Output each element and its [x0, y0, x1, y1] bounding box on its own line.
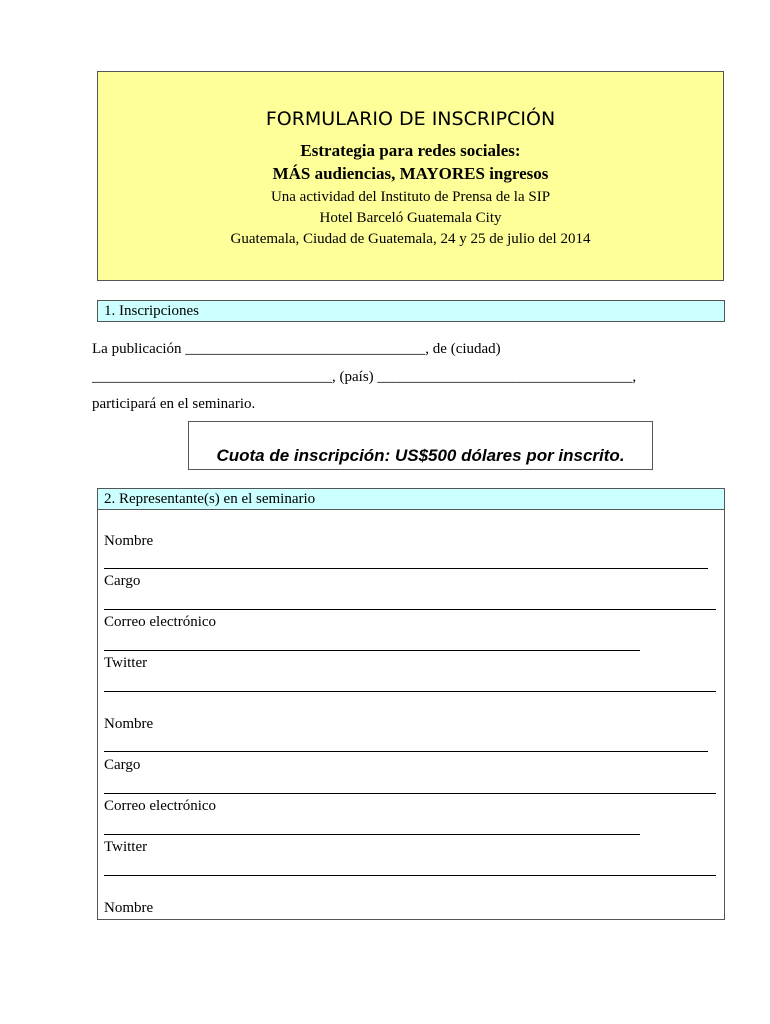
- name-label: Nombre: [104, 716, 154, 732]
- twitter-label: Twitter: [104, 839, 148, 855]
- position-field[interactable]: [104, 793, 716, 794]
- event-subtitle-line2: MÁS audiencias, MAYORES ingresos: [272, 164, 549, 183]
- section-inscripciones-heading: 1. Inscripciones: [97, 300, 725, 322]
- name-label: Nombre: [104, 533, 154, 549]
- publication-line: La publicación ________________________________, de (ciudad): [92, 341, 501, 357]
- position-label: Cargo: [104, 573, 141, 589]
- twitter-field[interactable]: [104, 691, 716, 692]
- twitter-field[interactable]: [104, 875, 716, 876]
- city-country-line: ________________________________, (país) __________________________________,: [92, 369, 637, 385]
- form-title: FORMULARIO DE INSCRIPCIÓN: [265, 108, 556, 130]
- email-field[interactable]: [104, 650, 640, 651]
- twitter-label: Twitter: [104, 655, 148, 671]
- name-field[interactable]: [104, 568, 708, 569]
- header-box: [97, 71, 724, 281]
- position-label: Cargo: [104, 757, 141, 773]
- organizer-line: Una actividad del Instituto de Prensa de la SIP: [270, 189, 551, 205]
- name-field[interactable]: [104, 751, 708, 752]
- representatives-section: [97, 488, 725, 920]
- participation-text: participará en el seminario.: [92, 396, 256, 412]
- location-date-line: Guatemala, Ciudad de Guatemala, 24 y 25 de julio del 2014: [230, 231, 591, 247]
- venue-line: Hotel Barceló Guatemala City: [319, 210, 502, 226]
- email-label: Correo electrónico: [104, 614, 217, 630]
- event-subtitle-line1: Estrategia para redes sociales:: [300, 141, 521, 160]
- section-representantes-heading: 2. Representante(s) en el seminario: [97, 488, 725, 510]
- name-label: Nombre: [104, 900, 154, 916]
- email-field[interactable]: [104, 834, 640, 835]
- email-label: Correo electrónico: [104, 798, 217, 814]
- position-field[interactable]: [104, 609, 716, 610]
- fee-box: [188, 421, 653, 470]
- fee-text: Cuota de inscripción: US$500 dólares por inscrito.: [216, 446, 625, 465]
